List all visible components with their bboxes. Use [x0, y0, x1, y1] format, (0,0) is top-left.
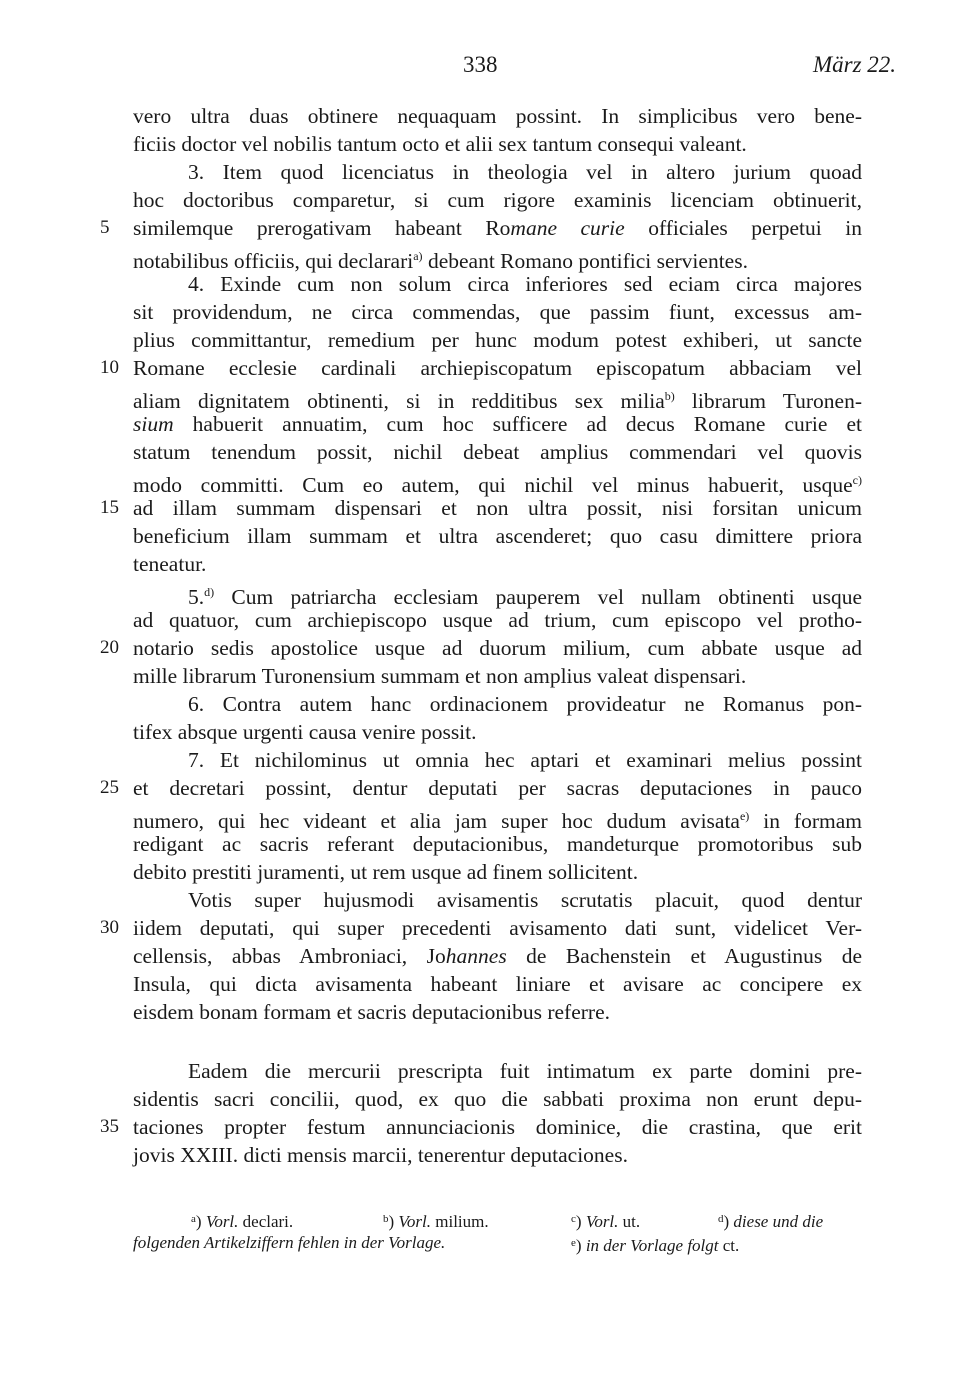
text-line: ficiis doctor vel nobilis tantum octo et alii sex tantum consequi valeant. — [133, 132, 747, 156]
text-line: ad quatuor, cum archiepiscopo usque ad trium, cum episcopo vel protho- — [133, 608, 862, 632]
footnote-ref: c) — [852, 473, 862, 487]
text-line: 5.$^{d)}$ Cum patriarcha ecclesiam pauperem vel nullam obtinenti usque — [188, 585, 862, 609]
footnote-d: $^d$) diese und die — [718, 1212, 824, 1231]
footnote-ref: a) — [413, 249, 423, 263]
line-number: 5 — [100, 217, 110, 238]
text-line: et decretari possint, dentur deputati per sacras deputaciones in pauco — [133, 776, 862, 800]
text-line: iidem deputati, qui super precedenti avisamento dati sunt, videlicet Ver- — [133, 916, 862, 940]
footnote-c: $^c$) Vorl. ut. — [571, 1212, 641, 1231]
text-line: vero ultra duas obtinere nequaquam possint. In simplicibus vero bene- — [133, 104, 862, 128]
text-line: notario sedis apostolice usque ad duorum milium, cum abbate usque ad — [133, 636, 862, 660]
footnote-ref: b) — [664, 389, 675, 403]
page-number: 338 — [463, 52, 498, 77]
footnote-d-continued: folgenden Artikelziffern fehlen in der Vorlage. — [133, 1233, 446, 1252]
line-number: 10 — [100, 357, 119, 378]
text-line: statum tenendum possit, nichil debeat amplius commendari vel quovis — [133, 440, 862, 464]
text-line: mille librarum Turonensium summam et non amplius valeat dispensari. — [133, 664, 747, 688]
text-line: Insula, qui dicta avisamenta habeant liniare et avisare ac concipere ex — [133, 972, 862, 996]
text-line: ad illam summam dispensari et non ultra possit, nisi forsitan unicum — [133, 496, 862, 520]
footnote-b: $^b$) Vorl. milium. — [383, 1212, 489, 1231]
text-line: 6. Contra autem hanc ordinacionem provideatur ne Romanus pon- — [188, 692, 862, 716]
footnote-ref: e) — [739, 809, 750, 823]
text-line: Votis super hujusmodi avisamentis scrutatis placuit, quod dentur — [188, 888, 862, 912]
line-number: 35 — [100, 1116, 119, 1137]
text-line: Romane ecclesie cardinali archiepiscopatum episcopatum abbaciam vel — [133, 356, 862, 380]
text-line: notabilibus officiis, qui declarari$^{a)}$ debeant Romano pontifici servientes. — [133, 249, 748, 273]
text-line: teneatur. — [133, 552, 207, 576]
text-line: 4. Exinde cum non solum circa inferiores sed eciam circa majores — [188, 272, 862, 296]
text-line: beneficium illam summam et ultra ascenderet; quo casu dimittere priora — [133, 524, 862, 548]
text-line: Eadem die mercurii prescripta fuit intimatum ex parte domini pre- — [188, 1059, 862, 1083]
footnote-a: $^a$) Vorl. declari. — [191, 1212, 294, 1231]
text-line: 3. Item quod licenciatus in theologia vel in altero jurium quoad — [188, 160, 862, 184]
line-number: 30 — [100, 917, 119, 938]
text-line: jovis XXIII. dicti mensis marcii, tenerentur deputaciones. — [133, 1143, 628, 1167]
text-line: eisdem bonam formam et sacris deputacionibus referre. — [133, 1000, 610, 1024]
line-number: 20 — [100, 637, 119, 658]
text-line: sium habuerit annuatim, cum hoc sufficere ad decus Romane curie et — [133, 412, 862, 436]
footnote-ref: d) — [204, 585, 215, 599]
text-line: redigant ac sacris referant deputacionibus, mandeturque promotoribus sub — [133, 832, 862, 856]
text-line: modo committi. Cum eo autem, qui nichil vel minus habuerit, usque$^{c)}$ — [133, 473, 862, 497]
text-line: sidentis sacri concilii, quod, ex quo die sabbati proxima non erunt depu- — [133, 1087, 862, 1111]
page-date: März 22. — [813, 52, 897, 77]
line-number: 25 — [100, 777, 119, 798]
text-line: cellensis, abbas Ambroniaci, Johannes de Bachenstein et Augustinus de — [133, 944, 863, 968]
text-line: debito prestiti juramenti, ut rem usque ad finem sollicitent. — [133, 860, 639, 884]
text-line: hoc doctoribus comparetur, si cum rigore examinis licenciam obtinuerit, — [133, 188, 862, 212]
text-line: similemque prerogativam habeant Romane curie officiales perpetui in — [133, 216, 862, 240]
text-line: numero, qui hec videant et alia jam super hoc dudum avisata$^{e)}$ in formam — [133, 809, 862, 833]
text-line: aliam dignitatem obtinenti, si in redditibus sex milia$^{b)}$ librarum Turonen- — [133, 389, 862, 413]
text-line: sit providendum, ne circa commendas, que passim fiunt, excessus am- — [133, 300, 862, 324]
line-number: 15 — [100, 497, 119, 518]
text-line: taciones propter festum annunciacionis dominice, die crastina, que erit — [133, 1115, 862, 1139]
text-line: plius committantur, remedium per hunc modum potest exhiberi, ut sancte — [133, 328, 862, 352]
text-line: tifex absque urgenti causa venire possit. — [133, 720, 477, 744]
text-line: 7. Et nichilominus ut omnia hec aptari et examinari melius possint — [188, 748, 862, 772]
footnote-e: $^e$) in der Vorlage folgt ct. — [571, 1236, 740, 1255]
